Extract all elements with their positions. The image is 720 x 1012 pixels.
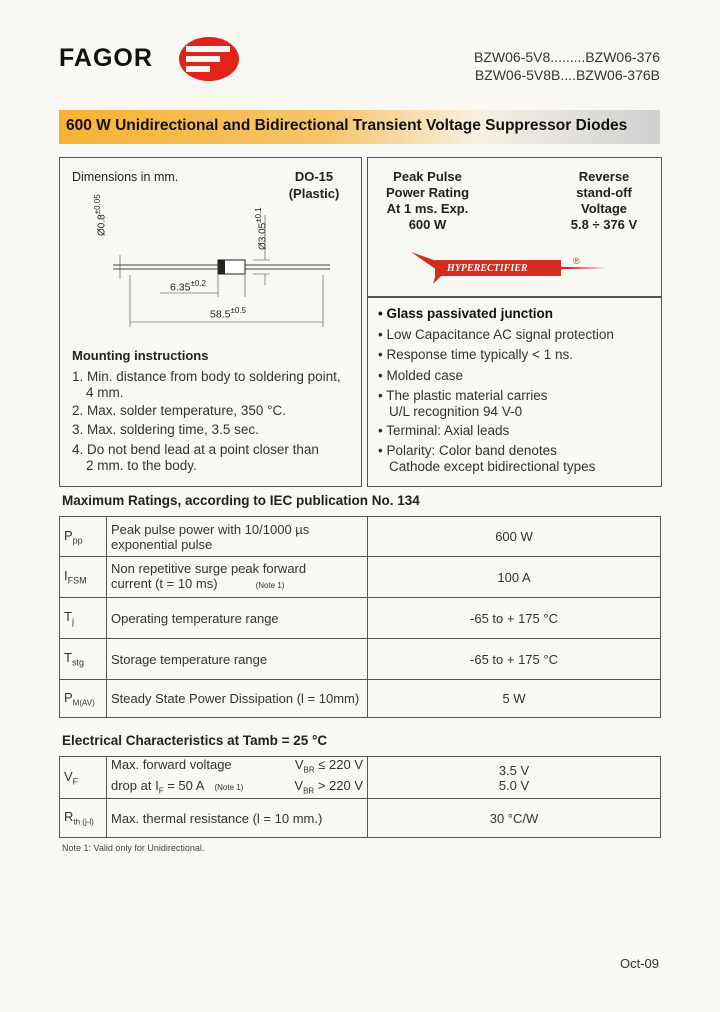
symbol: T <box>64 609 72 625</box>
mounting-item-line: 4 mm. <box>86 385 124 400</box>
cond-symbol: V <box>294 777 304 793</box>
mounting-item-line: 1. Min. distance from body to soldering point, <box>72 369 341 384</box>
description-cell: Storage temperature range <box>107 639 368 680</box>
cond-symbol-sub: BR <box>303 765 315 775</box>
feature-text: The plastic material carries <box>386 388 548 403</box>
feature-text: Low Capacitance AC signal protection <box>386 327 614 342</box>
description: Max. forward voltage <box>111 757 232 772</box>
bullet-icon: • <box>378 306 383 321</box>
symbol: P <box>64 689 73 705</box>
table-row <box>60 757 661 799</box>
cond-symbol-sub: BR <box>303 786 315 796</box>
symbol-sub: stg <box>71 657 84 668</box>
feature-item <box>378 423 509 439</box>
registered-icon: ® <box>573 256 580 266</box>
mounting-item <box>72 422 259 438</box>
value-cell: -65 to + 175 °C <box>368 639 661 680</box>
condition-2 <box>294 778 363 799</box>
value: 3.5 V <box>498 762 530 778</box>
dim-total-length <box>210 306 246 321</box>
hyperectifier-text: HYPERECTIFIER <box>447 263 528 274</box>
symbol-sub: FSM <box>67 575 87 586</box>
dim-lead-diameter <box>93 194 107 236</box>
symbol: R <box>64 809 74 825</box>
feature-text: Cathode except bidirectional types <box>389 459 596 474</box>
brand-name: FAGOR <box>59 44 153 72</box>
mounting-heading: Mounting instructions <box>72 348 209 363</box>
symbol-sub: j <box>71 616 74 627</box>
description-cell <box>107 557 368 598</box>
package-name: DO-15 <box>294 169 334 184</box>
value-cell: 100 A <box>368 557 661 598</box>
reverse-voltage-rating <box>550 169 658 233</box>
description: current (t = 10 ms) <box>111 576 218 591</box>
bullet-icon: • <box>378 347 383 362</box>
value-cell: 600 W <box>368 517 661 557</box>
symbol-cell <box>60 639 107 680</box>
part-number-range-2: BZW06-5V8B....BZW06-376B <box>474 67 660 83</box>
package-material: (Plastic) <box>288 186 340 201</box>
mounting-item <box>72 369 341 401</box>
symbol-sub: th (j-l) <box>73 817 94 827</box>
symbol-cell <box>60 598 107 639</box>
bullet-icon: • <box>378 368 383 383</box>
description-cell: Operating temperature range <box>107 598 368 639</box>
bullet-icon: • <box>378 443 383 458</box>
dim-body-diameter-tol: ±0.1 <box>254 207 263 223</box>
electrical-table <box>59 756 661 838</box>
mounting-item-line: 2. Max. solder temperature, 350 °C. <box>72 403 286 418</box>
feature-item <box>378 327 614 343</box>
peak-pulse-line: Power Rating <box>385 185 470 200</box>
electrical-heading: Electrical Characteristics at Tamb = 25 °C <box>62 733 328 748</box>
dim-body-diameter-value: Ø3.05 <box>257 222 269 250</box>
page-title: 600 W Unidirectional and Bidirectional Transient Voltage Suppressor Diodes <box>66 117 628 134</box>
value-cell: 30 °C/W <box>368 799 661 838</box>
note-ref: (Note 1) <box>255 581 285 590</box>
feature-item <box>378 306 553 322</box>
symbol: V <box>64 768 73 784</box>
description-cell: Steady State Power Dissipation (l = 10mm) <box>107 680 368 718</box>
max-ratings-table <box>59 516 661 718</box>
dim-body-diameter <box>254 207 268 250</box>
value-cell <box>368 757 661 799</box>
revision-date: Oct-09 <box>620 956 660 971</box>
bullet-icon: • <box>378 388 383 403</box>
feature-item <box>378 443 595 475</box>
feature-text: U/L recognition 94 V-0 <box>389 404 523 419</box>
value-cell: -65 to + 175 °C <box>368 598 661 639</box>
cond-symbol: V <box>294 757 304 772</box>
mounting-item-line: 2 mm. to the body. <box>86 458 197 473</box>
value: 5.0 V <box>498 777 530 793</box>
reverse-voltage-line: Voltage <box>581 201 627 216</box>
description: Non repetitive surge peak forward <box>111 561 307 576</box>
feature-item <box>378 347 573 363</box>
feature-text: Response time typically < 1 ns. <box>386 347 573 362</box>
symbol-cell <box>60 517 107 557</box>
value-cell: 5 W <box>368 680 661 718</box>
description: exponential pulse <box>111 536 213 552</box>
feature-text: Polarity: Color band denotes <box>386 443 557 458</box>
peak-pulse-rating <box>375 169 480 233</box>
mounting-item <box>72 403 286 419</box>
symbol-cell <box>60 799 107 838</box>
dim-lead-diameter-value: Ø0.8 <box>96 214 108 236</box>
mounting-item-line: 3. Max. soldering time, 3.5 sec. <box>72 422 259 437</box>
dim-lead-diameter-tol: ±0.05 <box>93 194 102 215</box>
description <box>111 778 243 799</box>
table-row <box>60 680 661 718</box>
symbol: T <box>64 650 72 666</box>
feature-text: Glass passivated junction <box>386 306 554 321</box>
description-text: drop at I <box>111 777 159 793</box>
cond-value: > 220 V <box>314 777 363 793</box>
table-row <box>60 557 661 598</box>
table-row <box>60 639 661 680</box>
description-sub: F <box>158 786 164 796</box>
table-row <box>60 799 661 838</box>
dim-body-length <box>170 279 206 294</box>
symbol: I <box>64 568 68 584</box>
symbol-cell <box>60 757 107 799</box>
note-ref: (Note 1) <box>214 782 244 792</box>
symbol-cell <box>60 557 107 598</box>
description-cell: Max. thermal resistance (l = 10 mm.) <box>107 799 368 838</box>
dim-total-length-value: 58.5 <box>210 308 231 321</box>
symbol: P <box>64 527 73 543</box>
symbol-sub: pp <box>72 535 83 546</box>
table-row <box>60 517 661 557</box>
description-text: = 50 A <box>163 777 205 793</box>
footnote: Note 1: Valid only for Unidirectional. <box>62 843 205 853</box>
cond-value: ≤ 220 V <box>314 757 363 772</box>
bullet-icon: • <box>378 327 383 342</box>
feature-item <box>378 368 463 384</box>
reverse-voltage-value: 5.8 ÷ 376 V <box>570 217 638 232</box>
reverse-voltage-line: stand-off <box>576 185 632 200</box>
description-cell <box>107 517 368 557</box>
bullet-icon: • <box>378 423 383 438</box>
fagor-logo-icon <box>178 36 240 82</box>
description: Peak pulse power with 10/1000 µs <box>111 521 310 537</box>
feature-item <box>378 388 548 420</box>
symbol-sub: M(AV) <box>72 698 95 708</box>
feature-text: Terminal: Axial leads <box>386 423 510 438</box>
peak-pulse-line: At 1 ms. Exp. <box>386 201 469 216</box>
reverse-voltage-line: Reverse <box>578 169 630 184</box>
table-row <box>60 598 661 639</box>
peak-pulse-line: Peak Pulse <box>393 169 462 184</box>
max-ratings-heading: Maximum Ratings, according to IEC publication No. 134 <box>62 493 420 508</box>
description-cell <box>107 757 368 799</box>
feature-text: Molded case <box>386 368 464 383</box>
symbol-cell <box>60 680 107 718</box>
mounting-item-line: 4. Do not bend lead at a point closer than <box>72 442 319 457</box>
mounting-item <box>72 442 319 474</box>
condition-1 <box>295 757 363 778</box>
dimensions-label: Dimensions in mm. <box>72 170 179 184</box>
dim-total-length-tol: ±0.5 <box>230 306 246 315</box>
peak-pulse-value: 600 W <box>408 217 447 232</box>
part-number-range-1: BZW06-5V8.........BZW06-376 <box>474 49 660 65</box>
dim-body-length-value: 6.35 <box>170 281 191 294</box>
symbol-sub: F <box>72 776 79 787</box>
dim-body-length-tol: ±0.2 <box>190 279 206 288</box>
